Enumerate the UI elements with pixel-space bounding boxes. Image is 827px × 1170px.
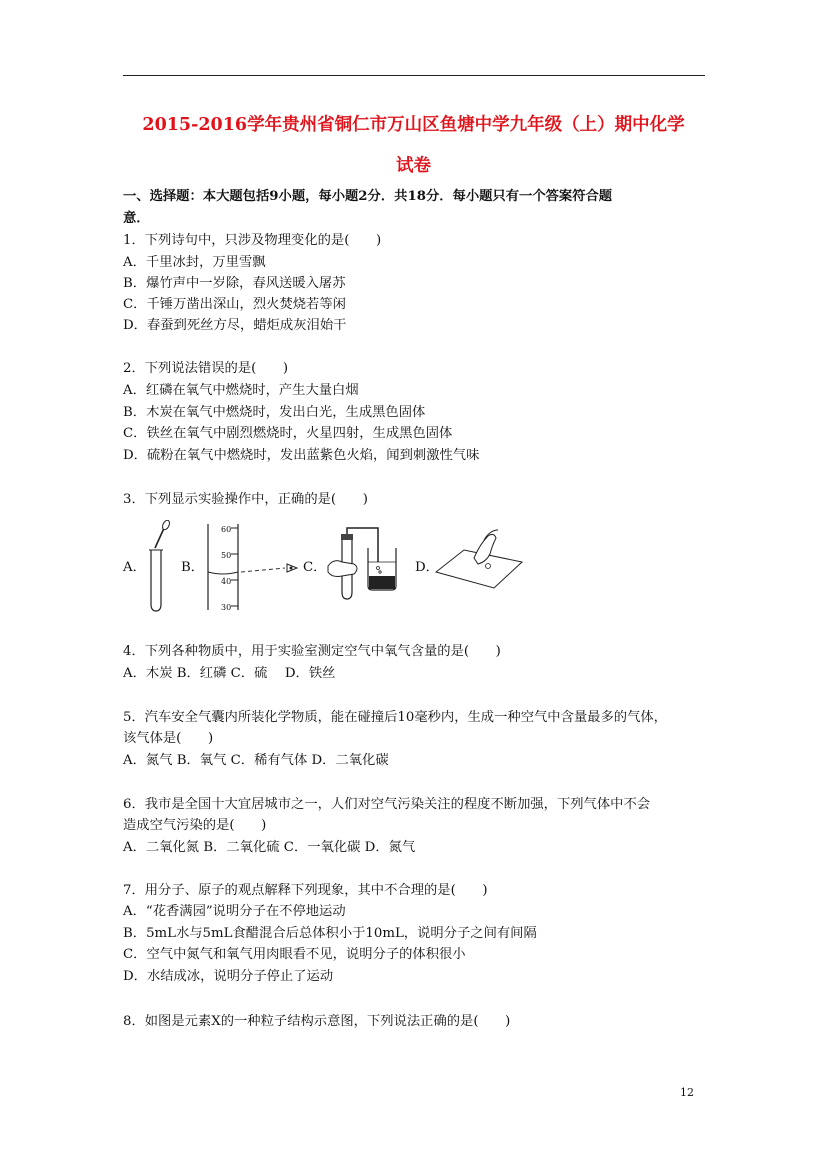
q6-stem: 6．我市是全国十大宜居城市之一，人们对空气污染关注的程度不断加强，下列气体中不会 <box>123 797 651 812</box>
graduated-cylinder-figure <box>203 524 313 612</box>
q5-stem: 5．汽车安全气囊内所装化学物质，能在碰撞后10毫秒内，生成一种空气中含量最多的气体， <box>123 710 667 725</box>
tick-label-50: 50 <box>221 551 232 560</box>
q3-stem: 3．下列显示实验操作中，正确的是( ) <box>123 492 368 507</box>
q2-stem: 2．下列说法错误的是( ) <box>123 361 289 376</box>
q2-option-b: B．木炭在氧气中燃烧时，发出白光，生成黑色固体 <box>123 405 426 420</box>
q2-option-c: C．铁丝在氧气中剧烈燃烧时，火星四射，生成黑色固体 <box>123 426 453 441</box>
q1-option-d: D．春蚕到死丝方尽，蜡炬成灰泪始干 <box>123 318 347 333</box>
q3-label-c: C． <box>303 560 327 575</box>
q4-stem: 4．下列各种物质中，用于实验室测定空气中氧气含量的是( ) <box>123 644 501 659</box>
q2-option-a: A．红磷在氧气中燃烧时，产生大量白烟 <box>123 383 359 398</box>
q6-options: A．二氧化氮 B．二氧化硫 C．一氧化碳 D．氮气 <box>123 840 416 855</box>
q7-option-c: C．空气中氮气和氧气用肉眼看不见，说明分子的体积很小 <box>123 947 466 962</box>
q3-label-a: A． <box>123 560 146 575</box>
tick-label-60: 60 <box>221 525 232 534</box>
header-rule <box>123 75 705 76</box>
q5-options: A．氮气 B．氧气 C．稀有气体 D．二氧化碳 <box>123 753 389 768</box>
tick-label-30: 30 <box>221 603 232 612</box>
section-heading-cont: 意． <box>123 211 150 226</box>
q7-option-d: D．水结成冰，说明分子停止了运动 <box>123 969 334 984</box>
page-number: 12 <box>680 1086 694 1099</box>
q1-option-b: B．爆竹声中一岁除，春风送暖入屠苏 <box>123 276 346 291</box>
exam-title-line-1: 2015-2016学年贵州省铜仁市万山区鱼塘中学九年级（上）期中化学 <box>142 115 685 135</box>
q5-stem-cont: 该气体是( ) <box>123 731 214 746</box>
q1-option-a: A．千里冰封，万里雪飘 <box>123 255 266 270</box>
airtightness-check-figure <box>320 524 400 606</box>
q2-option-d: D．硫粉在氧气中燃烧时，发出蓝紫色火焰，闻到刺激性气味 <box>123 448 480 463</box>
q6-stem-cont: 造成空气污染的是( ) <box>123 818 267 833</box>
smelling-gas-figure <box>434 528 524 590</box>
exam-title-line-2: 试卷 <box>396 156 431 176</box>
q3-label-b: B． <box>181 560 205 575</box>
q7-option-a: A．“花香满园”说明分子在不停地运动 <box>123 904 346 919</box>
q7-option-b: B．5mL水与5mL食醋混合后总体积小于10mL，说明分子之间有间隔 <box>123 926 537 941</box>
q4-options: A．木炭 B．红磷 C．硫 D．铁丝 <box>123 666 336 681</box>
section-heading: 一、选择题：本大题包括9小题，每小题2分．共18分．每小题只有一个答案符合题 <box>123 189 613 204</box>
q3-label-d: D． <box>415 560 439 575</box>
q8-stem: 8．如图是元素X的一种粒子结构示意图，下列说法正确的是( ) <box>123 1014 511 1029</box>
q1-option-c: C．千锤万凿出深山，烈火焚烧若等闲 <box>123 297 346 312</box>
tick-label-40: 40 <box>221 577 232 586</box>
q1-stem: 1．下列诗句中，只涉及物理变化的是( ) <box>123 233 382 248</box>
dropper-test-tube-figure <box>143 520 173 612</box>
q7-stem: 7．用分子、原子的观点解释下列现象，其中不合理的是( ) <box>123 883 488 898</box>
